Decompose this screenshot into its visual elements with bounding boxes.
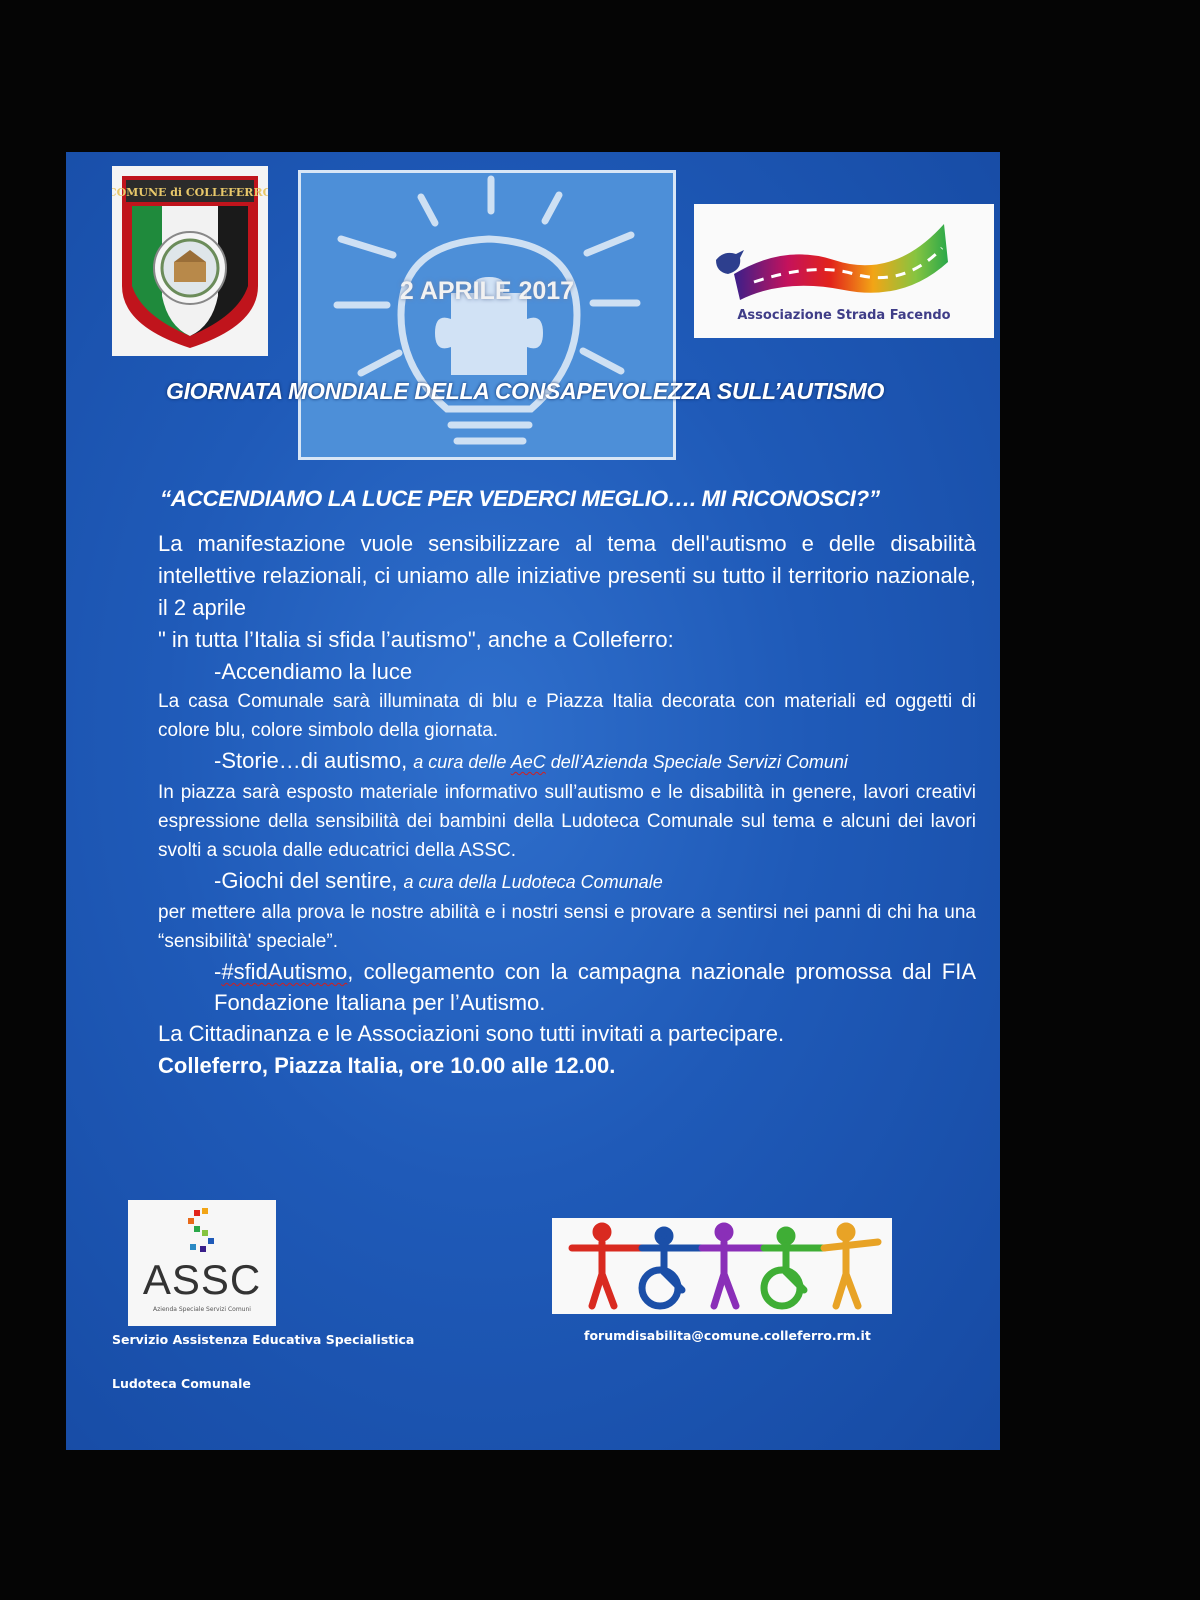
event-description xyxy=(158,528,976,1082)
contact-email: forumdisabilita@comune.colleferro.rm.it xyxy=(584,1328,871,1343)
assc-s-icon xyxy=(128,1200,276,1260)
lightbulb-icon xyxy=(301,173,673,457)
lightbulb-puzzle-image xyxy=(298,170,676,460)
footer-service-1: Servizio Assistenza Educativa Specialistica xyxy=(112,1332,415,1347)
item-giochi-heading xyxy=(158,865,976,898)
item-storie-title: -Storie…di autismo, xyxy=(214,748,414,773)
item-accendiamo-text: La casa Comunale sarà illuminata di blu e Piazza Italia decorata con materiali ed oggetti di colore blu, colore simbolo della giornata. xyxy=(158,691,976,741)
people-inclusion-logo xyxy=(552,1218,892,1314)
invite-text: La Cittadinanza e le Associazioni sono tutti invitati a partecipare. xyxy=(158,1021,785,1046)
rainbow-road-icon xyxy=(694,204,994,304)
event-slogan: “ACCENDIAMO LA LUCE PER VEDERCI MEGLIO…. MI RICONOSCI?” xyxy=(160,486,880,511)
colleferro-crest-logo xyxy=(112,166,268,356)
location-time: Colleferro, Piazza Italia, ore 10.00 alle 12.00. xyxy=(158,1053,616,1078)
intro-paragraph: La manifestazione vuole sensibilizzare al tema dell'autismo e delle disabilità intellettive relazionali, ci uniamo alle iniziative presenti su tutto il territorio nazionale, il 2 aprile xyxy=(158,531,976,620)
item-storie-text: In piazza sarà esposto materiale informativo sull’autismo e le disabilità in genere, lavori creativi espressione della sensibilità dei bambini della Ludoteca Comunale sul tema e alcuni dei lavori svolti a scuola dalle educatrici della ASSC. xyxy=(158,782,976,861)
assc-logo-subtitle: Azienda Speciale Servizi Comuni xyxy=(153,1306,251,1313)
assc-logo xyxy=(128,1200,276,1326)
intro-line: " in tutta l’Italia si sfida l’autismo", anche a Colleferro: xyxy=(158,627,674,652)
footer-service-2: Ludoteca Comunale xyxy=(112,1376,251,1391)
assc-logo-text: ASSC xyxy=(142,1256,262,1303)
item-sfidautismo: -#sfidAutismo, collegamento con la campagna nazionale promossa dal FIA Fondazione Italiana per l’Autismo. xyxy=(214,959,976,1015)
item-giochi-text: per mettere alla prova le nostre abilità e i nostri sensi e provare a sentirsi nei panni di chi ha una “sensibilità' speciale”. xyxy=(158,902,976,952)
item-accendiamo-title: -Accendiamo la luce xyxy=(214,659,413,684)
event-poster xyxy=(66,152,1000,1450)
crest-caption: COMUNE di COLLEFERRO xyxy=(112,186,268,199)
event-title: GIORNATA MONDIALE DELLA CONSAPEVOLEZZA SULL’AUTISMO xyxy=(166,378,885,404)
event-date: 2 APRILE 2017 xyxy=(399,277,575,305)
item-giochi-title: -Giochi del sentire, xyxy=(214,868,404,893)
crest-shield-icon xyxy=(112,166,268,356)
people-holding-hands-icon xyxy=(552,1218,892,1314)
sfidautismo-hashtag: #sfidAutismo xyxy=(221,959,348,984)
item-storie-by: a cura delle AeC dell’Azienda Speciale Servizi Comuni xyxy=(413,752,848,772)
strada-facendo-logo xyxy=(694,204,994,338)
association-name: Associazione Strada Facendo xyxy=(737,308,951,323)
item-giochi-by: a cura della Ludoteca Comunale xyxy=(403,872,663,892)
item-storie-heading xyxy=(158,745,976,778)
